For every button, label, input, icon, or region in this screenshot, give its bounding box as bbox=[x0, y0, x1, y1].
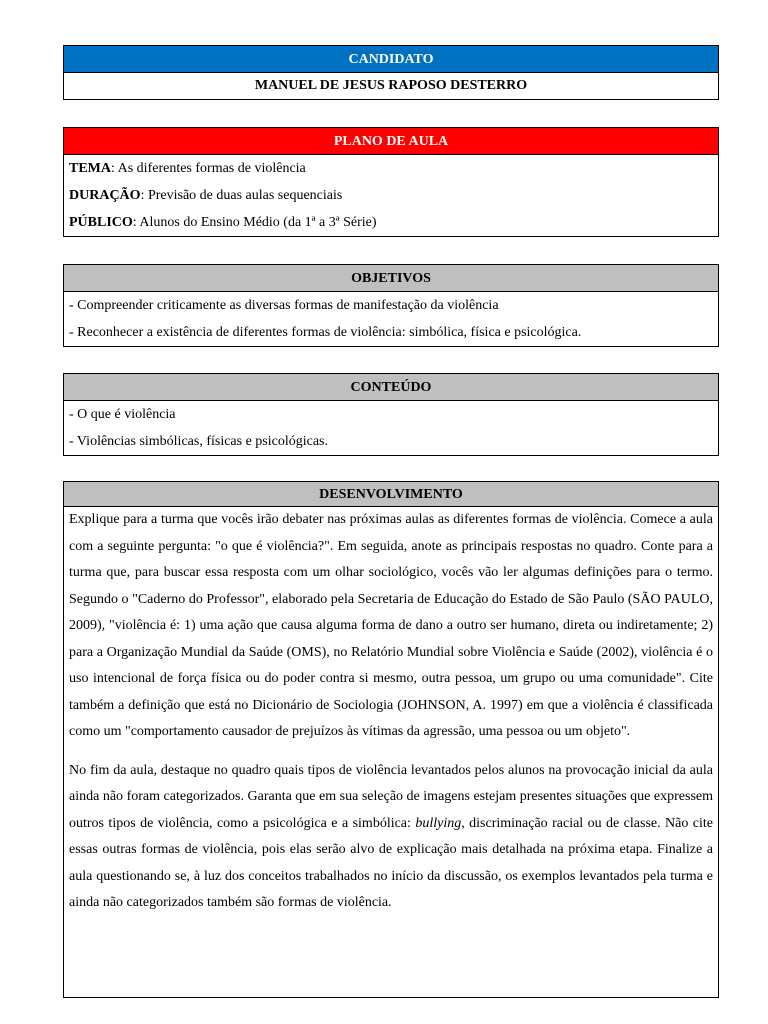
objetivo-item: - Compreender criticamente as diversas formas de manifestação da violência bbox=[69, 298, 499, 313]
conteudo-header: CONTEÚDO bbox=[64, 374, 718, 401]
duracao-value: : Previsão de duas aulas sequenciais bbox=[140, 188, 343, 203]
candidato-name: MANUEL DE JESUS RAPOSO DESTERRO bbox=[254, 78, 528, 93]
publico-line bbox=[64, 209, 718, 236]
desenvolvimento-header: DESENVOLVIMENTO bbox=[64, 482, 718, 507]
tema-line bbox=[64, 155, 718, 182]
duracao-label: DURAÇÃO bbox=[69, 188, 141, 203]
conteudo-box bbox=[63, 373, 719, 456]
plano-box bbox=[63, 127, 719, 237]
paragraph-2-part-b: , discriminação racial ou de classe. Não cite essas outras formas de violência, pois elas serão alvo de explicação mais detalhada na próxima etapa. Finalize a aula questionando se, à luz dos conceitos trabalhados no início da discussão, os exemplos levantados pela turma e ainda não categorizados também são formas de violência. bbox=[69, 815, 713, 910]
desenvolvimento-paragraph-1: Explique para a turma que vocês irão debater nas próximas aulas as diferentes formas de violência. Comece a aula com a seguinte pergunta: "o que é violência?". Em seguida, anote as principais respostas no quadro. Conte para a turma que, para buscar essa resposta com um olhar sociológico, vocês vão ler algumas definições para o termo. Segundo o "Caderno do Professor", elaborado pela Secretaria de Educação do Estado de São Paulo (SÃO PAULO, 2009), "violência é: 1) uma ação que causa alguma forma de dano a outro ser humano, direta ou indiretamente; 2) para a Organização Mundial da Saúde (OMS), no Relatório Mundial sobre Violência e Saúde (2002), violência é o uso intencional de força física ou do poder contra si mesmo, outra pessoa, um grupo ou uma comunidade". Cite também a definição que está no Dicionário de Sociologia (JOHNSON, A. 1997) em que a violência é classificada como um "comportamento causador de prejuízos às vítimas da agressão, uma pessoa ou um objeto". bbox=[69, 512, 713, 739]
objetivos-box bbox=[63, 264, 719, 347]
paragraph-2-italic: bullying bbox=[415, 815, 462, 831]
publico-label: PÚBLICO bbox=[69, 215, 133, 230]
tema-label: TEMA bbox=[69, 161, 111, 176]
tema-value: : As diferentes formas de violência bbox=[111, 161, 306, 176]
duracao-line bbox=[64, 182, 718, 209]
conteudo-item: - O que é violência bbox=[69, 407, 176, 422]
candidato-header: CANDIDATO bbox=[64, 46, 718, 73]
candidato-box bbox=[63, 45, 719, 100]
conteudo-item: - Violências simbólicas, físicas e psicológicas. bbox=[69, 434, 329, 449]
desenvolvimento-paragraph-2 bbox=[64, 758, 718, 917]
paragraph-2-part-a: No fim da aula, destaque no quadro quais tipos de violência levantados pelos alunos na provocação inicial da aula ainda não foram categorizados. Garanta que em sua seleção de imagens estejam presentes situações que expressem outros tipos de violência, como a psicológica e a simbólica: bbox=[69, 762, 713, 831]
objetivos-header: OBJETIVOS bbox=[64, 265, 718, 292]
publico-value: : Alunos do Ensino Médio (da 1ª a 3ª Série) bbox=[132, 215, 377, 230]
desenvolvimento-box bbox=[63, 481, 719, 998]
objetivo-item: - Reconhecer a existência de diferentes formas de violência: simbólica, física e psicológica. bbox=[69, 325, 582, 340]
plano-header: PLANO DE AULA bbox=[64, 128, 718, 155]
